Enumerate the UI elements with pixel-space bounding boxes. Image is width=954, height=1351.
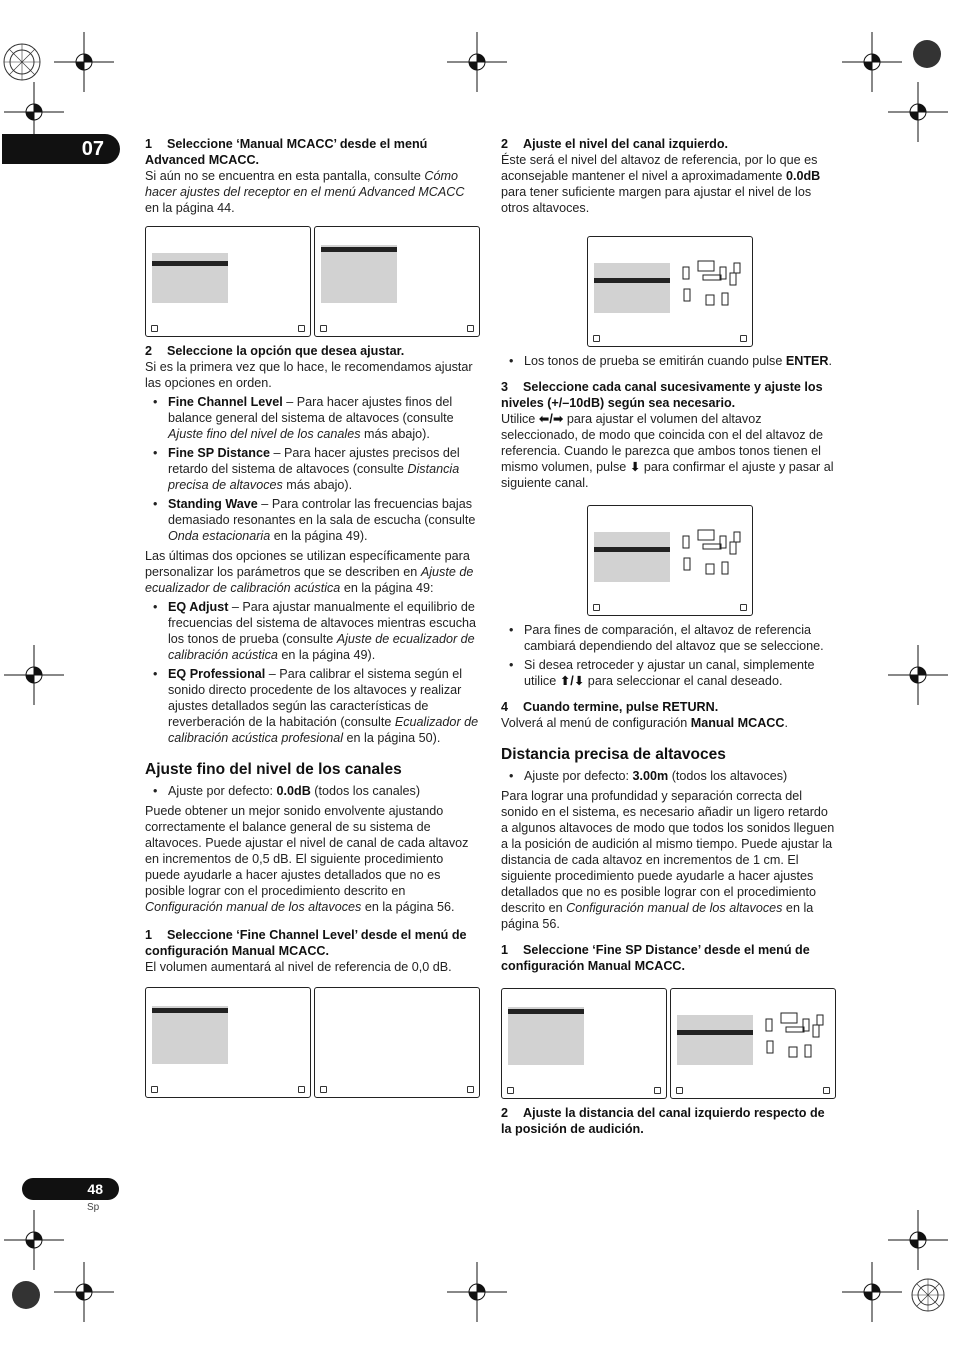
speaker-layout-icon [761,1011,831,1071]
paragraph: Si aún no se encuentra en esta pantalla, consulte Cómo hacer ajustes del receptor en el menú Advanced MCACC en la página 44. [145,169,465,215]
list-item: • Fine Channel Level – Para hacer ajustes finos del balance general del sistema de altavoces (consulte Ajuste fino del nivel de los canales más abajo). [145,394,480,442]
step-heading: 2 Ajuste el nivel del canal izquierdo. [501,137,729,151]
registration-mark-bottom-left [0,1265,56,1325]
osd-button-icon [151,325,158,332]
osd-button-icon [654,1087,661,1094]
osd-selection-bar [152,261,228,266]
osd-screen-fine-channel-level [587,236,753,347]
section-heading: Ajuste fino del nivel de los canales [145,761,402,778]
osd-screen-manual-mcacc-menu [145,987,311,1098]
paragraph: Para lograr una profundidad y separación correcta del sonido en el sistema, es necesario añadir un ligero retardo a algunos altavoces de modo que todos los sonidos lleguen a la posición de audición al mismo tiempo. Puede ajustar la distancia de cada altavoz en incrementos de 1 cm. El siguiente procedimiento puede ayudarle a hacer ajustes detallados que no es posible lograr con el procedimiento descrito en Configuración manual de los altavoces en la página 56. [501,789,835,931]
osd-menu-panel [152,1006,228,1064]
osd-button-icon [298,325,305,332]
osd-menu-panel [152,253,228,303]
paragraph: El volumen aumentará al nivel de referencia de 0,0 dB. [145,960,452,974]
osd-screen-fine-sp-distance [670,988,836,1099]
osd-selection-bar [321,247,397,252]
up-down-arrow-icon: ⬆/⬇ [559,674,585,688]
crosshair-mark-bottom-right [842,1262,902,1322]
osd-screen-blank [314,987,480,1098]
left-column [145,132,480,1104]
osd-button-icon [593,335,600,342]
speaker-layout-icon [678,528,748,588]
step-heading: 3 Seleccione cada canal sucesivamente y ajuste los niveles (+/–10dB) según sea necesario. [501,380,823,410]
list-item: • EQ Adjust – Para ajustar manualmente el equilibrio de frecuencias del sistema de altavoces mientras escucha los tonos de prueba (consulte Ajuste de ecualizador de calibración acústica en la página 49). [145,599,480,663]
down-arrow-icon: ⬇ [629,460,641,474]
crosshair-mark-right-upper [888,82,948,142]
screenshot-pair [501,988,838,1099]
osd-button-icon [823,1087,830,1094]
osd-button-icon [740,604,747,611]
crosshair-mark-right-middle [888,645,948,705]
osd-selection-bar [508,1009,584,1014]
list-item: • Los tonos de prueba se emitirán cuando pulse ENTER. [501,353,838,369]
osd-button-icon [676,1087,683,1094]
step-heading: 4 Cuando termine, pulse RETURN. [501,700,719,714]
step-heading: 2 Ajuste la distancia del canal izquierdo respecto de la posición de audición. [501,1106,825,1136]
osd-selection-bar [594,278,670,283]
registration-mark-top-right [900,24,954,84]
default-setting: • Ajuste por defecto: 3.00m (todos los altavoces) [501,768,838,784]
osd-screen-manual-mcacc [314,226,480,337]
osd-button-icon [151,1086,158,1093]
osd-selection-bar [594,547,670,552]
step-heading: 2 Seleccione la opción que desea ajustar. [145,344,405,358]
screenshot-pair [145,987,480,1098]
osd-button-icon [507,1087,514,1094]
osd-selection-bar [677,1030,753,1035]
step-heading: 1 Seleccione ‘Fine SP Distance’ desde el menú de configuración Manual MCACC. [501,943,810,973]
language-code: Sp [87,1202,100,1213]
paragraph: Utilice ⬅/➡ para ajustar el volumen del altavoz seleccionado, de modo que coincida con el del altavoz de referencia. Cuando le parezca que ambos tonos tienen el mismo volumen, pulse ⬇ para confirmar el ajuste y pasar al siguiente canal. [501,412,834,490]
crosshair-mark-bottom-center [447,1262,507,1322]
crosshair-mark-left-middle [4,645,64,705]
osd-menu-panel [508,1007,584,1065]
osd-button-icon [593,604,600,611]
osd-level-panel [594,532,670,582]
osd-selection-bar [152,1008,228,1013]
osd-screen-channel-adjust [587,505,753,616]
list-item: • Si desea retroceder y ajustar un canal, simplemente utilice ⬆/⬇ para seleccionar el canal deseado. [501,657,838,689]
registration-mark-bottom-right [898,1265,954,1325]
paragraph: Si es la primera vez que lo hace, le recomendamos ajustar las opciones en orden. [145,360,473,390]
osd-button-icon [740,335,747,342]
default-setting: • Ajuste por defecto: 0.0dB (todos los canales) [145,783,480,799]
list-item: • EQ Professional – Para calibrar el sistema según el sonido directo procedente de los altavoces y realizar ajustes detallados según las características de reverberación de la habitación (consulte Ecualizador de calibración acústica profesional en la página 50). [145,666,480,746]
list-item: • Standing Wave – Para controlar las frecuencias bajas demasiado resonantes en la sala de escucha (consulte Onda estacionaria en la página 49). [145,496,480,544]
crosshair-mark-bottom-left [54,1262,114,1322]
osd-button-icon [467,325,474,332]
osd-screen-advanced-mcacc [145,226,311,337]
list-item: • Para fines de comparación, el altavoz de referencia cambiará dependiendo del altavoz que se seleccione. [501,622,838,654]
crosshair-mark-top-center [447,32,507,92]
osd-button-icon [298,1086,305,1093]
crosshair-mark-left-upper [4,82,64,142]
osd-button-icon [467,1086,474,1093]
chapter-tab: 07 [2,134,120,164]
osd-menu-panel [321,245,397,303]
crosshair-mark-right-lower [888,1210,948,1270]
osd-button-icon [320,325,327,332]
speaker-layout-icon [678,259,748,319]
osd-button-icon [320,1086,327,1093]
screenshot-pair [145,226,480,337]
list-item: • Fine SP Distance – Para hacer ajustes precisos del retardo del sistema de altavoces (consulte Distancia precisa de altavoces más abajo). [145,445,480,493]
screenshot-single [501,236,838,347]
screenshot-single [501,505,838,616]
osd-distance-panel [677,1015,753,1065]
left-right-arrow-icon: ⬅/➡ [538,412,564,426]
step-heading: 1 Seleccione ‘Fine Channel Level’ desde el menú de configuración Manual MCACC. [145,928,467,958]
crosshair-mark-left-lower [4,1210,64,1270]
paragraph: Volverá al menú de configuración Manual MCACC. [501,716,788,730]
paragraph: Éste será el nivel del altavoz de referencia, por lo que es aconsejable mantener el nivel a aproximadamente 0.0dB para tener suficiente margen para ajustar el nivel de los otros altavoces. [501,153,821,215]
osd-level-panel [594,263,670,313]
paragraph: Las últimas dos opciones se utilizan específicamente para personalizar los parámetros que se describen en Ajuste de ecualizador de calibración acústica en la página 49: [145,549,474,595]
section-heading: Distancia precisa de altavoces [501,746,726,763]
step-heading: 1 Seleccione ‘Manual MCACC’ desde el menú Advanced MCACC. [145,137,428,167]
paragraph: Puede obtener un mejor sonido envolvente ajustando correctamente el balance general de su sistema de altavoces. Puede ajustar el nivel de canal de cada altavoz en incrementos de 0,5 dB. El siguiente procedimiento puede ayudarle a hacer ajustes detallados que no es posible lograr con el procedimiento descrito en Configuración manual de los altavoces en la página 56. [145,804,469,914]
page-number: 48 [22,1178,119,1200]
osd-screen-manual-mcacc-menu [501,988,667,1099]
right-column [501,132,838,1137]
